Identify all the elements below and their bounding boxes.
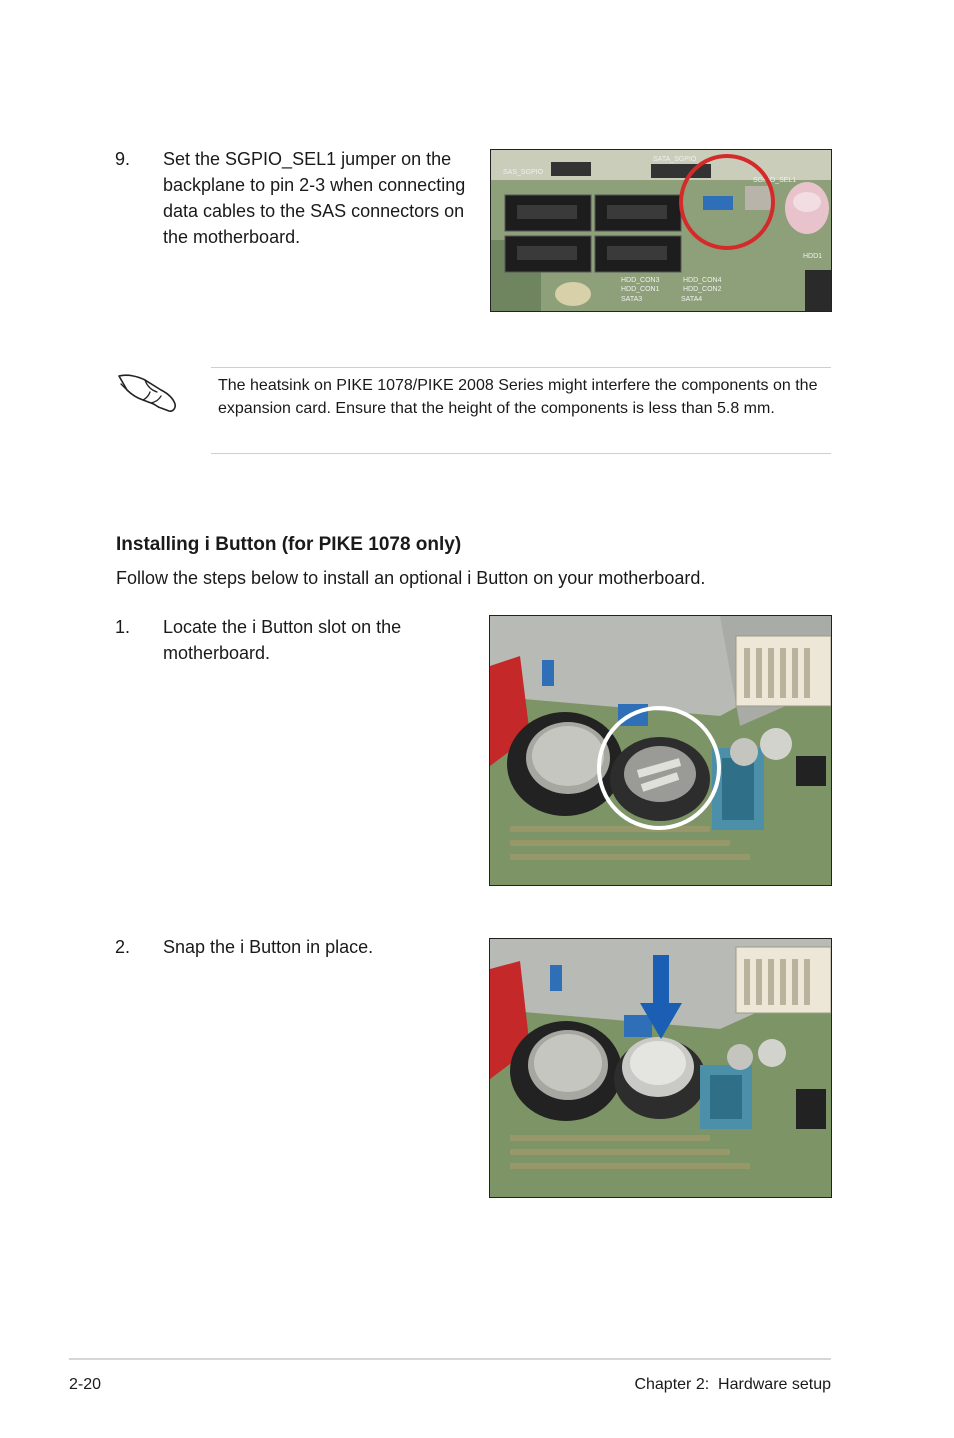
step-9-text: Set the SGPIO_SEL1 jumper on the backplane to pin 2-3 when connecting data cables to the SAS connectors on the motherboard.: [163, 149, 466, 247]
step-1-text: Locate the i Button slot on the motherboard.: [163, 617, 402, 663]
hand-pointer-icon: [117, 368, 179, 414]
sata-sgpio-label: SATA_SGPIO: [653, 156, 697, 163]
step-9-number: 9.: [115, 149, 131, 169]
sgpio-sel1-label: SGPIO_SEL1: [753, 177, 797, 184]
sgpio-jumper-photo: [490, 149, 832, 312]
ibutton-slot-photo: [489, 615, 832, 886]
hdd-con3-label: HDD_CON3: [621, 277, 660, 284]
section-intro: Follow the steps below to install an optional i Button on your motherboard.: [116, 568, 706, 588]
hdd1-label: HDD1: [803, 253, 823, 260]
hdd-con2-label: HDD_CON2: [683, 286, 722, 293]
step-1-number: 1.: [115, 617, 131, 637]
ibutton-installed-photo: [489, 938, 832, 1198]
note-bottom-rule: [211, 453, 831, 454]
sas-sgpio-label: SAS_SGPIO: [503, 169, 544, 176]
sata3-label: SATA3: [621, 296, 643, 303]
sata4-label: SATA4: [681, 296, 703, 303]
note-text: The heatsink on PIKE 1078/PIKE 2008 Series might interfere the components on the expansion card. Ensure that the height of the components is less than 5.8 mm.: [218, 377, 818, 417]
step-2-text: Snap the i Button in place.: [163, 937, 374, 957]
footer-rule: [69, 1358, 831, 1360]
note-top-rule: [211, 367, 831, 368]
step-2-number: 2.: [115, 937, 131, 957]
page-number: 2-20: [69, 1376, 102, 1393]
chapter-title: Chapter 2: Hardware setup: [634, 1376, 831, 1393]
hdd-con1-label: HDD_CON1: [621, 286, 660, 293]
hdd-con4-label: HDD_CON4: [683, 277, 722, 284]
section-heading: Installing i Button (for PIKE 1078 only): [116, 534, 462, 555]
